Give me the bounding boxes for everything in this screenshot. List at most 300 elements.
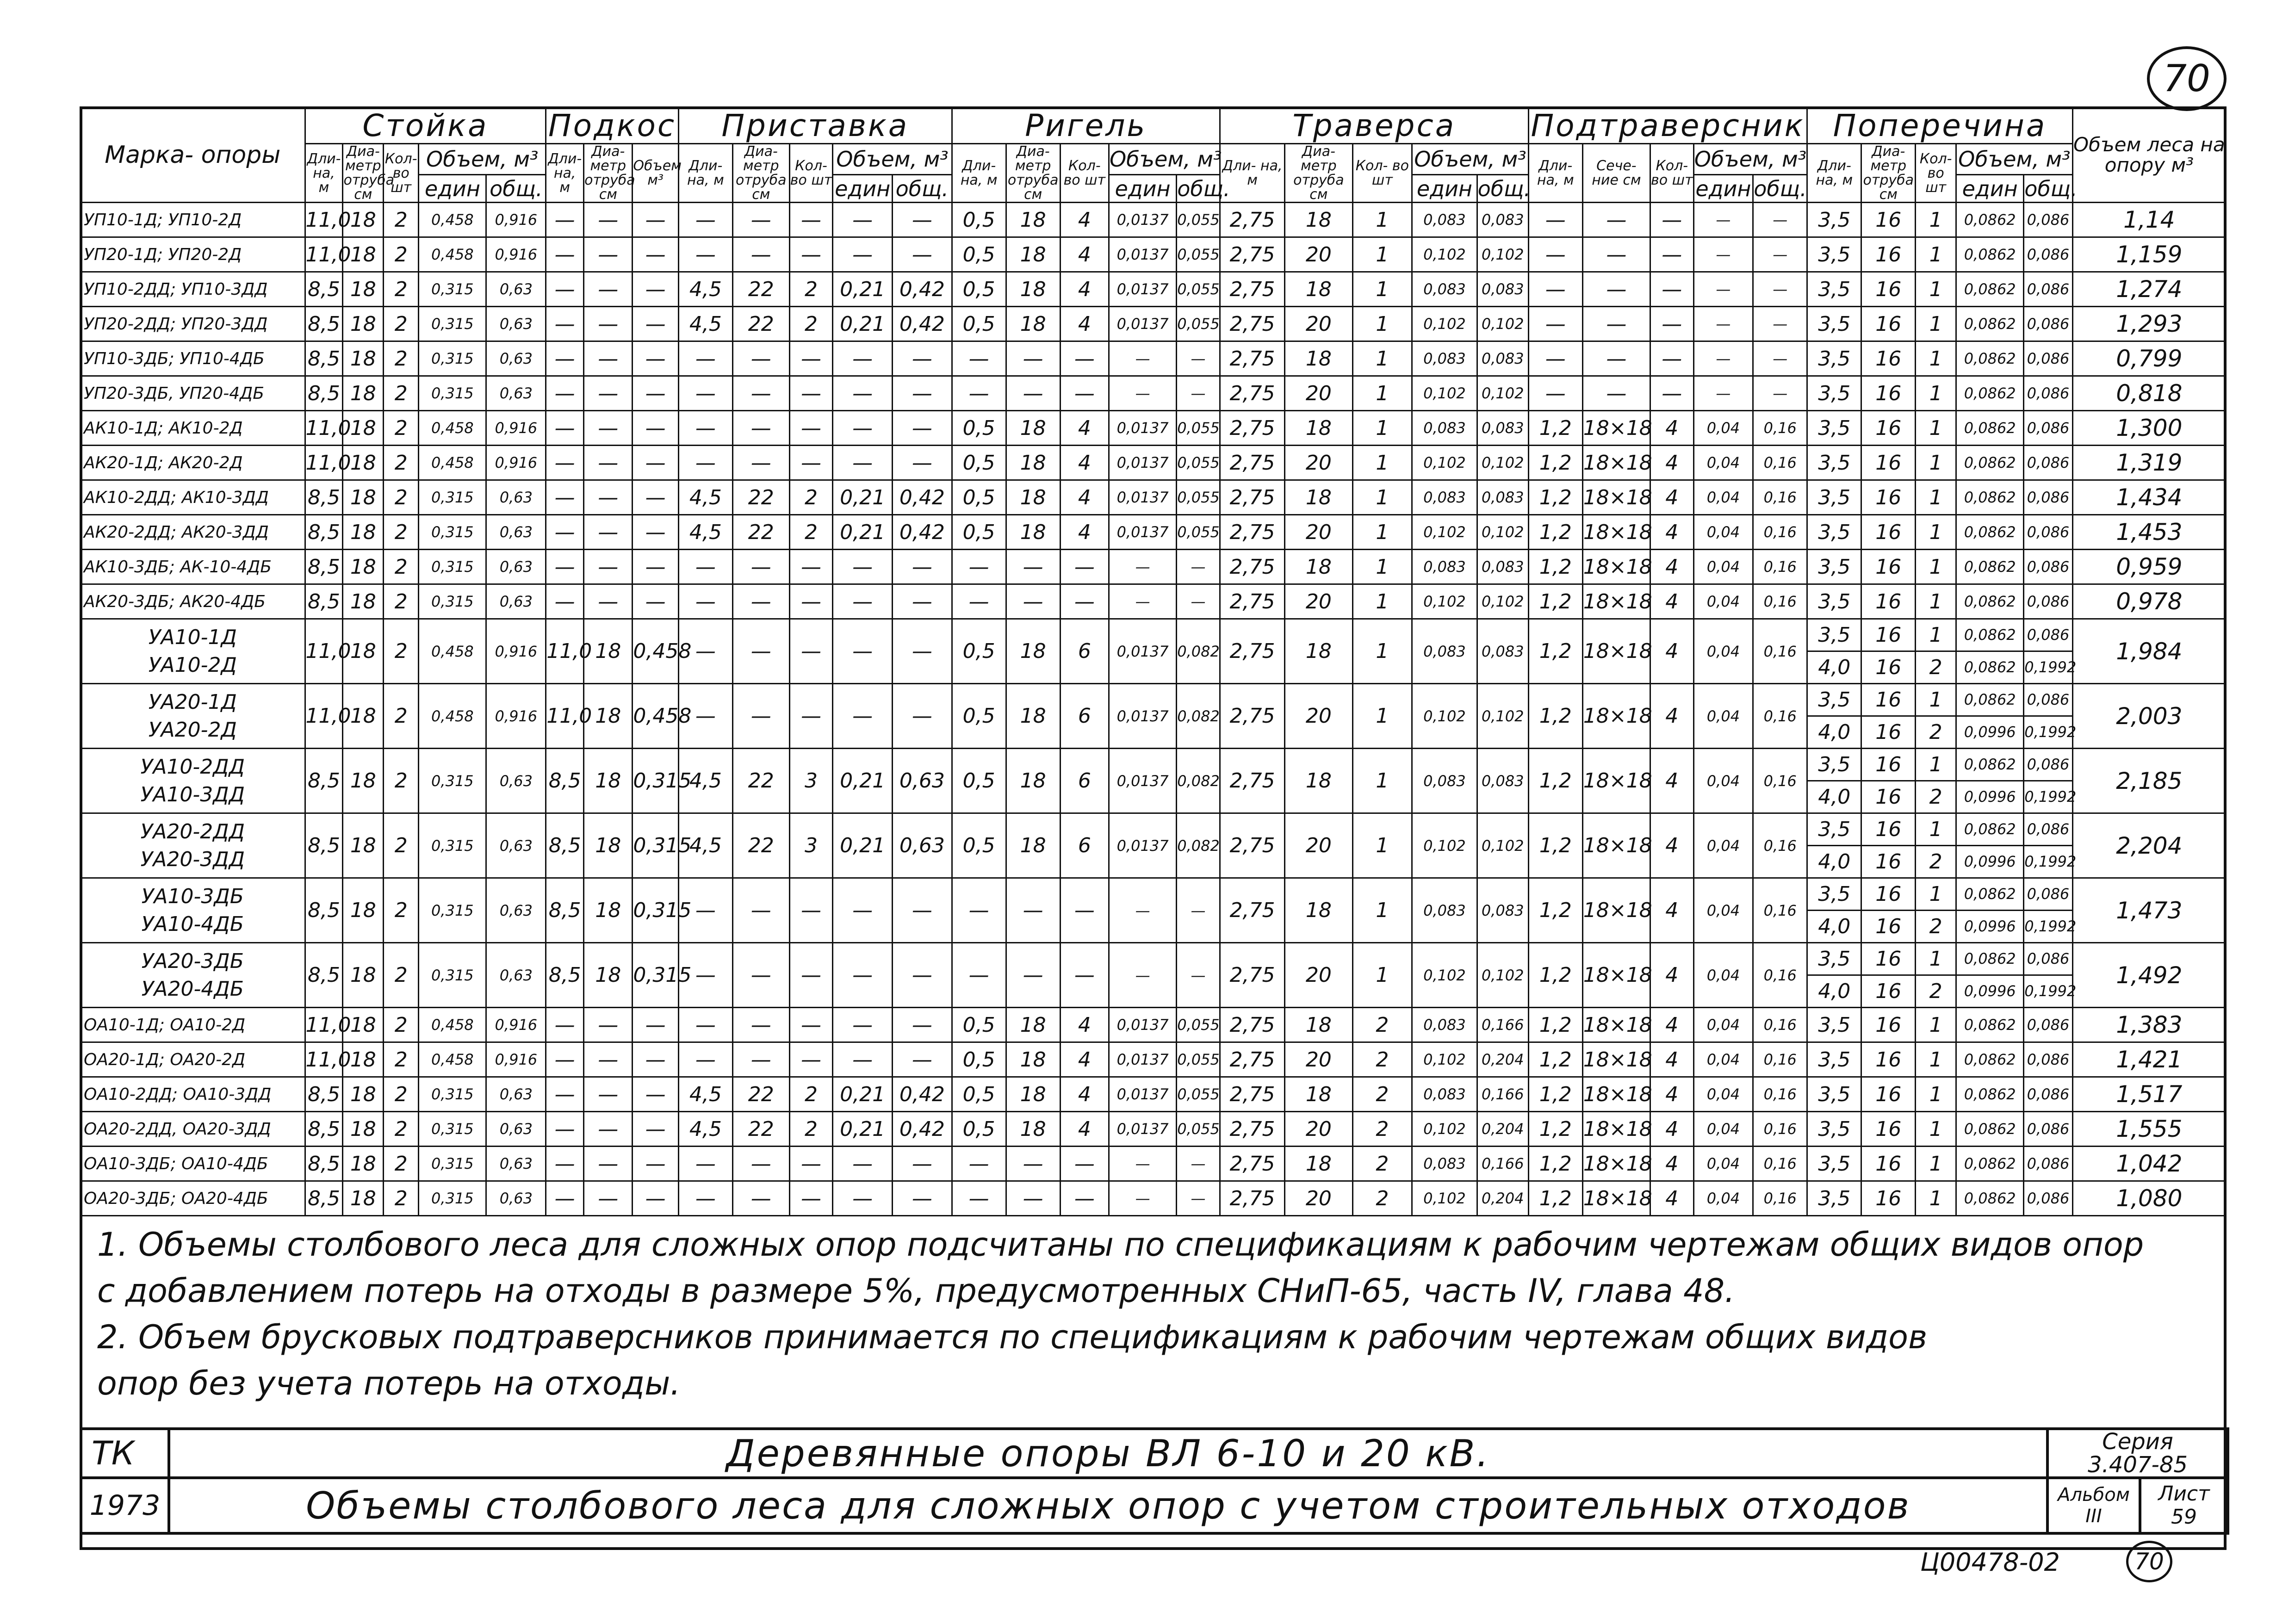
table-subcell: 0,1992: [2024, 780, 2072, 812]
table-subcell: 3,5: [1818, 818, 1851, 841]
table-cell: 8,5: [305, 341, 343, 376]
table-cell: —: [1109, 1147, 1176, 1181]
table-cell: —: [833, 584, 893, 619]
table-cell: 3,5: [1807, 1112, 1861, 1147]
table-cell: 4: [1650, 446, 1693, 480]
header-volume: Объем, м³: [1693, 144, 1807, 175]
table-cell: —: [1582, 307, 1650, 341]
table-cell: —: [1650, 376, 1693, 411]
table-cell: 20: [1285, 1042, 1352, 1077]
table-cell: 3,5: [1807, 584, 1861, 619]
table-cell: 2: [384, 1008, 419, 1042]
table-cell: —: [892, 376, 952, 411]
table-cell: УП10-1Д; УП10-2Д: [81, 203, 305, 237]
table-cell: —: [732, 1147, 789, 1181]
table-cell: —: [546, 446, 584, 480]
table-cell: 0,315: [419, 1181, 486, 1216]
table-cell: 2,75: [1220, 341, 1284, 376]
table-cell: 18×18: [1582, 619, 1650, 684]
table-cell: 0,63: [892, 749, 952, 813]
album-cell: [2047, 1478, 2140, 1533]
table-cell: 0,102: [1412, 1181, 1477, 1216]
table-cell: 0,16: [1753, 1008, 1807, 1042]
header-traversa: Траверса: [1220, 107, 1528, 144]
table-cell: 1,14: [2072, 203, 2226, 237]
mark-text: УА10-3ДБ: [141, 884, 244, 908]
table-cell: 0,0137: [1109, 619, 1176, 684]
table-cell: 0,315: [419, 550, 486, 584]
table-cell: 1,517: [2072, 1077, 2226, 1112]
table-cell: 1,2: [1528, 1147, 1582, 1181]
table-cell: —: [1060, 1181, 1109, 1216]
table-cell: 4,5: [678, 749, 732, 813]
table-cell: 18: [343, 515, 384, 550]
table-cell: —: [732, 237, 789, 272]
table-cell: 0,16: [1753, 550, 1807, 584]
table-subcell: 0,086: [2027, 950, 2070, 967]
table-subcell: 4,0: [1808, 651, 1861, 683]
table-cell: 0,978: [2072, 584, 2226, 619]
table-cell: 8,5: [305, 749, 343, 813]
table-cell: —: [732, 341, 789, 376]
header-total-short: общ.: [486, 175, 546, 203]
table-cell: 3,5: [1807, 550, 1861, 584]
album-number: III: [2085, 1506, 2102, 1527]
table-cell: 0,082: [1177, 749, 1220, 813]
table-cell: —: [633, 272, 678, 307]
table-cell: —: [789, 878, 833, 943]
table-cell: 3,5: [1807, 203, 1861, 237]
table-cell: 3,5: [1807, 1181, 1861, 1216]
table-cell: 0,21: [833, 480, 893, 515]
table-cell: —: [1650, 307, 1693, 341]
table-cell: 0,63: [486, 515, 546, 550]
table-cell: 0,086: [2024, 584, 2072, 619]
table-cell: 0,315: [419, 307, 486, 341]
table-cell: 0,16: [1753, 515, 1807, 550]
header-diameter: Диа- метр отруба см: [584, 143, 635, 203]
table-cell: 0,083: [1412, 203, 1477, 237]
table-cell: 0,458: [419, 237, 486, 272]
table-cell: 4: [1650, 813, 1693, 878]
table-cell: 8,5: [546, 749, 584, 813]
table-cell: 18: [343, 1181, 384, 1216]
table-cell: —: [1060, 878, 1109, 943]
table-cell: 0,102: [1412, 584, 1477, 619]
table-cell: —: [584, 584, 633, 619]
table-cell: —: [732, 584, 789, 619]
table-cell: 16: [1861, 550, 1916, 584]
table-cell: —: [1582, 203, 1650, 237]
table-cell: 16: [1861, 272, 1916, 307]
table-cell: —: [952, 878, 1006, 943]
table-subcell: 0,1992: [2024, 845, 2072, 877]
table-cell: 0,916: [486, 237, 546, 272]
mark-text: УА20-3ДД: [140, 847, 245, 871]
table-cell: УП10-2ДД; УП10-3ДД: [81, 272, 305, 307]
table-cell: 0,16: [1753, 584, 1807, 619]
table-cell: 0,055: [1177, 1077, 1220, 1112]
table-cell: 1,434: [2072, 480, 2226, 515]
table-cell: —: [584, 411, 633, 446]
table-cell: 18: [1006, 203, 1060, 237]
table-cell: —: [584, 376, 633, 411]
table-cell: —: [789, 203, 833, 237]
table-cell: 16: [1861, 1147, 1916, 1181]
table-cell: 0,055: [1177, 1008, 1220, 1042]
table-subcell: 2: [1916, 845, 1955, 877]
table-cell: —: [833, 237, 893, 272]
note-line: с добавлением потерь на отходы в размере 5%, предусмотренных СНиП-65, часть IV, глава 48.: [97, 1272, 1735, 1310]
table-cell: 0,083: [1477, 480, 1528, 515]
table-cell: 4: [1060, 515, 1109, 550]
table-cell: 1: [1352, 307, 1412, 341]
table-cell: 18: [1006, 272, 1060, 307]
table-subcell: 0,0996: [1957, 780, 2023, 812]
table-cell: 1: [1916, 376, 1956, 411]
table-cell: 1,2: [1528, 1008, 1582, 1042]
table-cell: —: [1693, 237, 1753, 272]
table-cell: 0,16: [1753, 943, 1807, 1008]
table-cell: 0,458: [419, 411, 486, 446]
table-cell: 18: [343, 550, 384, 584]
table-cell: —: [1693, 203, 1753, 237]
table-cell: АК20-3ДБ; АК20-4ДБ: [81, 584, 305, 619]
table-cell: —: [633, 1008, 678, 1042]
header-unit: един: [1412, 175, 1477, 203]
table-cell: 0,102: [1477, 515, 1528, 550]
table-cell: 0,055: [1177, 307, 1220, 341]
table-cell: —: [952, 550, 1006, 584]
table-subcell: 0,1992: [2024, 715, 2072, 748]
mark-text: УА20-2Д: [148, 718, 237, 742]
table-cell: 18: [1285, 1147, 1352, 1181]
table-cell: 0,5: [952, 1042, 1006, 1077]
table-cell: 2,75: [1220, 272, 1284, 307]
header-length: Дли- на, м: [1807, 144, 1861, 203]
table-cell: 0,16: [1753, 1077, 1807, 1112]
table-subcell: 0,0862: [1964, 820, 2016, 838]
table-cell: 4: [1650, 749, 1693, 813]
table-cell: 18: [343, 749, 384, 813]
table-cell: 18: [1285, 272, 1352, 307]
table-cell: 16: [1861, 376, 1916, 411]
table-cell: 4: [1650, 550, 1693, 584]
table-subcell: 1: [1929, 753, 1942, 776]
table-cell: 1: [1916, 272, 1956, 307]
table-cell: 18: [1006, 411, 1060, 446]
table-cell: 2,75: [1220, 203, 1284, 237]
table-subcell: 2: [1916, 715, 1955, 748]
table-cell: 0,458: [419, 446, 486, 480]
table-cell: 3,5: [1807, 1077, 1861, 1112]
table-cell: 0,04: [1693, 1181, 1753, 1216]
table-cell: 0,5: [952, 237, 1006, 272]
table-cell: 0,055: [1177, 480, 1220, 515]
table-cell: 0,63: [486, 550, 546, 584]
table-cell: 2: [1352, 1042, 1412, 1077]
table-cell: АК10-1Д; АК10-2Д: [81, 411, 305, 446]
table-cell: 0,5: [952, 411, 1006, 446]
table-cell: 0,086: [2024, 1008, 2072, 1042]
table-cell: 18×18: [1582, 749, 1650, 813]
header-podtraversnik: Подтраверсник: [1528, 107, 1807, 144]
table-cell: 18×18: [1582, 813, 1650, 878]
table-cell: —: [789, 684, 833, 749]
table-cell: 1: [1916, 307, 1956, 341]
table-cell: 18×18: [1582, 446, 1650, 480]
table-cell: 18×18: [1582, 1112, 1650, 1147]
table-cell: 22: [732, 272, 789, 307]
table-cell: —: [546, 1008, 584, 1042]
table-cell: 18: [343, 1077, 384, 1112]
table-cell: —: [1177, 376, 1220, 411]
table-cell: 2: [384, 1147, 419, 1181]
table-cell: 4: [1650, 943, 1693, 1008]
table-cell: 0,0137: [1109, 1042, 1176, 1077]
table-cell: —: [732, 943, 789, 1008]
table-cell: —: [1177, 1147, 1220, 1181]
table-cell: —: [833, 376, 893, 411]
header-count: Кол- во шт: [384, 144, 419, 203]
table-cell: 0,458: [419, 684, 486, 749]
table-cell: 0,0862: [1956, 1147, 2024, 1181]
table-cell: 18: [343, 307, 384, 341]
table-cell: 1,473: [2072, 878, 2226, 943]
table-cell: 18×18: [1582, 480, 1650, 515]
header-length: Дли- на, м: [1528, 144, 1582, 203]
header-length: Дли- на, м: [305, 144, 343, 203]
notes: [97, 1221, 2207, 1407]
table-cell: ОА10-3ДБ; ОА10-4ДБ: [81, 1147, 305, 1181]
table-cell: 18: [1285, 550, 1352, 584]
table-cell: 6: [1060, 749, 1109, 813]
table-subcell: 1: [1929, 818, 1942, 841]
table-cell: —: [1693, 307, 1753, 341]
table-cell: 1,2: [1528, 813, 1582, 878]
table-cell: 18: [343, 1008, 384, 1042]
table-cell: 2: [384, 480, 419, 515]
mark-text: УА20-1Д: [148, 690, 237, 714]
table-cell: 0,055: [1177, 272, 1220, 307]
table-cell: 0,04: [1693, 1112, 1753, 1147]
table-cell: 3,5: [1807, 1042, 1861, 1077]
table-subcell: 2: [1916, 974, 1955, 1007]
table-cell: 18: [343, 272, 384, 307]
header-total-short: общ.: [892, 175, 952, 203]
org-label: ТК: [81, 1429, 169, 1478]
table-cell: 1: [1916, 203, 1956, 237]
table-cell: 8,5: [305, 584, 343, 619]
table-subcell: 16: [1862, 651, 1915, 683]
table-cell: 18: [343, 943, 384, 1008]
table-cell: ОА20-3ДБ; ОА20-4ДБ: [81, 1181, 305, 1216]
table-subcell: 2: [1916, 780, 1955, 812]
table-cell: 4,5: [678, 515, 732, 550]
table-cell: 4: [1650, 1181, 1693, 1216]
table-cell: —: [1753, 341, 1807, 376]
table-cell: 2: [384, 341, 419, 376]
table-cell: 2: [384, 307, 419, 341]
table-cell: 3,5: [1807, 376, 1861, 411]
table-cell: 2,75: [1220, 943, 1284, 1008]
table-cell: 2: [1352, 1112, 1412, 1147]
table-cell: —: [1060, 550, 1109, 584]
table-cell: 0,102: [1477, 237, 1528, 272]
table-subcell: 2: [1916, 910, 1955, 942]
header-unit: един: [1956, 175, 2024, 203]
table-cell: —: [678, 684, 732, 749]
table-cell: 22: [732, 813, 789, 878]
table-cell: 4: [1650, 1077, 1693, 1112]
table-cell: —: [892, 550, 952, 584]
table-cell: 0,0137: [1109, 813, 1176, 878]
header-count: Кол- во шт: [1650, 144, 1693, 203]
table-cell: ОА10-1Д; ОА10-2Д: [81, 1008, 305, 1042]
table-cell: —: [833, 203, 893, 237]
table-cell: 0,083: [1412, 1008, 1477, 1042]
table-cell: 1,984: [2072, 619, 2226, 684]
table-cell: 2: [384, 619, 419, 684]
table-subcell: 0,086: [2027, 626, 2070, 644]
table-cell: 0,315: [633, 813, 678, 878]
table-cell: 8,5: [305, 813, 343, 878]
table-cell: 16: [1861, 1077, 1916, 1112]
table-cell: 20: [1285, 584, 1352, 619]
table-cell: 2: [384, 550, 419, 584]
table-cell: 8,5: [305, 307, 343, 341]
table-subcell: 3,5: [1818, 688, 1851, 712]
table-subcell: 16: [1862, 780, 1915, 812]
table-cell: —: [678, 878, 732, 943]
table-cell: 0,42: [892, 1112, 952, 1147]
table-cell: 2,185: [2072, 749, 2226, 813]
header-diameter: Диа- метр отруба см: [1285, 144, 1352, 203]
table-cell: —: [892, 1008, 952, 1042]
table-cell: 1: [1352, 446, 1412, 480]
table-cell: 8,5: [305, 515, 343, 550]
table-cell: —: [633, 1112, 678, 1147]
sheet-cell: [2140, 1478, 2228, 1533]
table-cell: —: [1177, 584, 1220, 619]
table-cell: 2: [384, 1112, 419, 1147]
table-cell: 0,0137: [1109, 1112, 1176, 1147]
table-cell: 8,5: [305, 1112, 343, 1147]
header-count: Кол- во шт: [1060, 144, 1109, 203]
table-cell: —: [546, 237, 584, 272]
table-cell: —: [633, 411, 678, 446]
table-cell: 0,0862: [1956, 1008, 2024, 1042]
table-cell: 0,16: [1753, 1112, 1807, 1147]
table-cell: 2,75: [1220, 1042, 1284, 1077]
table-cell: 18: [343, 813, 384, 878]
table-subcell: 0,0862: [1957, 651, 2023, 683]
table-cell: 2: [384, 749, 419, 813]
table-cell: 0,04: [1693, 1147, 1753, 1181]
table-cell: 8,5: [546, 943, 584, 1008]
table-cell: —: [732, 878, 789, 943]
table-cell: 1: [1352, 584, 1412, 619]
table-cell: 0,21: [833, 515, 893, 550]
header-diameter: Диа- метр отруба см: [1006, 144, 1060, 203]
mark-text: УА10-2ДД: [140, 755, 245, 779]
table-cell: —: [678, 943, 732, 1008]
table-subcell: 3,5: [1818, 623, 1851, 647]
table-cell: 0,055: [1177, 203, 1220, 237]
table-cell: 3: [789, 813, 833, 878]
table-cell: 20: [1285, 446, 1352, 480]
table-cell: —: [789, 411, 833, 446]
mark-text: УА10-4ДБ: [141, 912, 244, 936]
table-cell: 0,086: [2024, 411, 2072, 446]
header-unit: един: [833, 175, 893, 203]
table-cell: 0,63: [486, 584, 546, 619]
table-cell: 0,04: [1693, 878, 1753, 943]
table-cell: 20: [1285, 943, 1352, 1008]
table-cell: —: [952, 376, 1006, 411]
table-cell: —: [732, 1042, 789, 1077]
table-cell: 1,2: [1528, 878, 1582, 943]
table-cell: 0,04: [1693, 480, 1753, 515]
table-cell: —: [633, 515, 678, 550]
table-cell: 2,75: [1220, 749, 1284, 813]
table-cell: 0,799: [2072, 341, 2226, 376]
table-cell: —: [1060, 341, 1109, 376]
table-cell: —: [789, 237, 833, 272]
table-cell: —: [633, 307, 678, 341]
table-cell: 0,21: [833, 749, 893, 813]
table-cell: —: [732, 446, 789, 480]
table-cell: 1,2: [1528, 619, 1582, 684]
table-cell: —: [732, 684, 789, 749]
table-cell: АК10-2ДД; АК10-3ДД: [81, 480, 305, 515]
table-cell: 0,63: [486, 376, 546, 411]
table-cell: —: [633, 203, 678, 237]
table-cell: —: [833, 878, 893, 943]
table-cell: 18: [343, 1112, 384, 1147]
table-cell: 18×18: [1582, 411, 1650, 446]
table-cell: —: [633, 584, 678, 619]
table-cell: —: [1060, 1147, 1109, 1181]
table-cell: 1: [1916, 1042, 1956, 1077]
table-cell: 0,083: [1477, 341, 1528, 376]
table-cell: —: [892, 1147, 952, 1181]
table-cell: 16: [1861, 411, 1916, 446]
table-cell: 18: [1285, 1008, 1352, 1042]
table-cell: 18: [1285, 878, 1352, 943]
table-subcell: 1: [1929, 882, 1942, 906]
table-cell: 2,75: [1220, 515, 1284, 550]
table-cell: 11,0: [305, 619, 343, 684]
table-cell: 16: [1861, 1042, 1916, 1077]
table-cell: 8,5: [305, 943, 343, 1008]
table-cell: —: [732, 376, 789, 411]
table-cell: 1,2: [1528, 515, 1582, 550]
table-cell: 3,5: [1807, 307, 1861, 341]
table-cell: 0,315: [419, 272, 486, 307]
table-cell: —: [952, 1147, 1006, 1181]
table-cell: 0,086: [2024, 307, 2072, 341]
table-cell: 1: [1352, 619, 1412, 684]
table-cell: 4: [1060, 272, 1109, 307]
table-cell: —: [892, 411, 952, 446]
table-cell: 4: [1650, 411, 1693, 446]
table-cell: 0,0137: [1109, 1077, 1176, 1112]
table-cell: 18: [584, 878, 633, 943]
table-cell: УП10-3ДБ; УП10-4ДБ: [81, 341, 305, 376]
table-cell: 0,5: [952, 446, 1006, 480]
table-cell: 0,083: [1477, 411, 1528, 446]
